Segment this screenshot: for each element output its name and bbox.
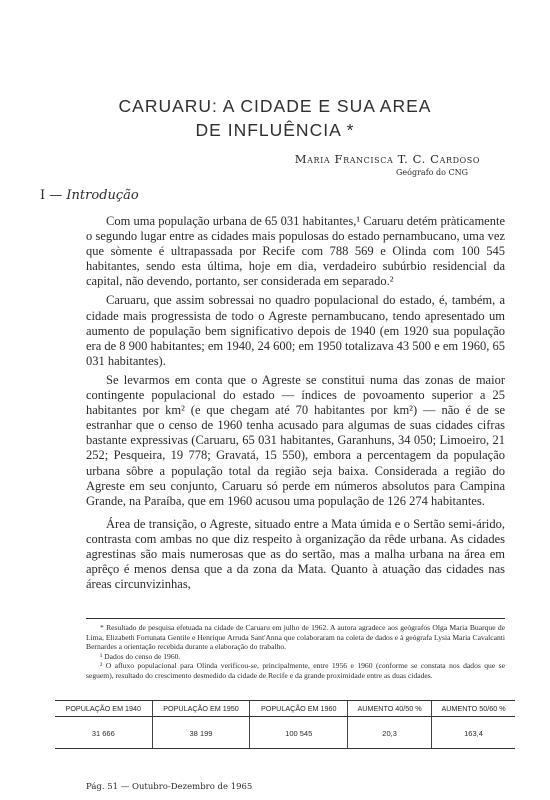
table-cell: 163,4 xyxy=(432,717,515,749)
table-cell: 100 545 xyxy=(250,717,348,749)
paragraph-3: Se levarmos em conta que o Agreste se constitui numa das zonas de maior contingente populacional do estado — índices de povoamento superior a 25 habitantes por km² (e que chegam até 70 habitantes por km²) — não é de se estranhar que o censo de 1960 tenha acusado para algumas de suas cidades cifras bastante expressivas (Caruaru, 65 031 habitantes, Garanhuns, 34 050; Limoeiro, 21 252; Pesqueira, 19 778; Gravatá, 15 550), embora a percentagem da população urbana sôbre a população total da região seja baixa. Considerada a região do Agreste em seu conjunto, Caruaru só perde em números absolutos para Campina Grande, na Paraíba, que em 1960 acusou uma população de 126 274 habitantes. xyxy=(86,372,505,508)
paragraph-2: Caruaru, que assim sobressai no quadro populacional do estado, é, também, a cidade mais progressista de todo o Agreste pernambucano, tendo apresentado um aumento de população bem significativo depois de 1940 (em 1920 sua população era de 8 900 habitantes; em 1940, 24 600; em 1950 totalizava 43 500 e em 1960, 65 031 habitantes). xyxy=(86,293,506,368)
table-header-row xyxy=(55,701,515,717)
section-heading xyxy=(40,188,139,203)
article-title-line-1: CARUARU: A CIDADE E SUA AREA xyxy=(118,96,432,116)
table-row xyxy=(55,717,515,749)
author-role: Geógrafo do CNG xyxy=(396,168,468,177)
table-cell: 38 199 xyxy=(152,717,250,749)
paragraph-4: Área de transição, o Agreste, situado entre a Mata úmida e o Sertão semi-árido, contrasta com ambas no que diz respeito à organização da rêde urbana. As cidades agrestinas são mais numerosas que as do sertão, mas a malha urbana na área em aprêço é menos densa que a da zona da Mata. Quanto à atuação das cidades nas áreas circunvizinhas, xyxy=(86,516,505,592)
footnote-2: ² O afluxo populacional para Olinda verificou-se, principalmente, entre 1956 e 1960 (conforme se constata nos dados que se seguem), resultado do crescimento desmedido da cidade de Recife e da grande proximidade entre as duas cidades. xyxy=(86,661,505,680)
section-title: Introdução xyxy=(66,188,139,203)
table-header: AUMENTO 50/60 % xyxy=(432,701,515,717)
table-cell: 20,3 xyxy=(348,717,432,749)
page-footer: Pág. 51 — Outubro-Dezembro de 1965 xyxy=(86,782,253,792)
author-name: Maria Francisca T. C. Cardoso xyxy=(294,152,480,166)
footnotes xyxy=(86,618,505,681)
paragraph-1: Com uma população urbana de 65 031 habitantes,¹ Caruaru detém pràticamente o segundo lugar entre as cidades mais populosas do estado pernambucano, uma vez que sòmente é ultrapassada por Recife com 788 569 e Olinda com 100 545 habitantes, sendo esta última, hoje em dia, verdadeiro subúrbio residencial da capital, não devendo, portanto, ser considerada em separado.² xyxy=(86,214,505,289)
footnote-1: ¹ Dados do censo de 1960. xyxy=(100,651,181,661)
population-table xyxy=(55,700,515,749)
section-number: I — xyxy=(40,188,63,203)
article-title-line-2: DE INFLUÊNCIA * xyxy=(195,120,355,140)
table-cell: 31 666 xyxy=(55,717,152,749)
table-header: AUMENTO 40/50 % xyxy=(348,701,432,717)
footnote-star: * Resultado de pesquisa efetuada na cidade de Caruaru em julho de 1962. A autora agradece aos geógrafos Olga Maria Buarque de Lima, Elizabeth Fortunata Gentile e Henrique Arruda Sant'Anna que colaboraram na coleta de dados e à geógrafa Lysia Maria Cavalcanti Bernardes a orientação recebida durante a elaboração do trabalho. xyxy=(86,623,505,652)
table-header: POPULAÇÃO EM 1940 xyxy=(55,701,152,717)
table-header: POPULAÇÃO EM 1950 xyxy=(152,701,250,717)
body-text xyxy=(86,214,505,596)
table-header: POPULAÇÃO EM 1960 xyxy=(250,701,348,717)
